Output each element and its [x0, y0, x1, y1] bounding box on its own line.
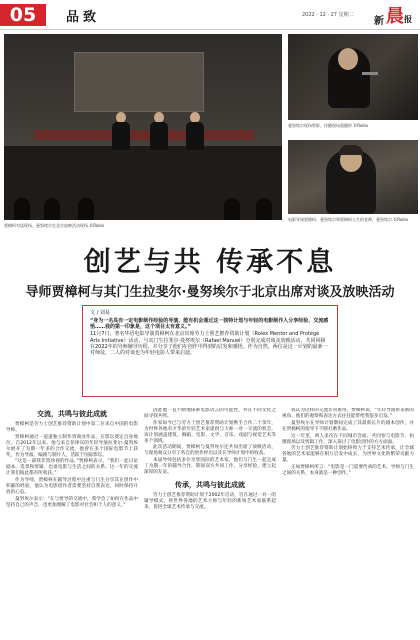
lead-quote: “身为一名具有一定电影制作经验的导演，能有机会通过这一独特计划与年轻的电影制作人分享经验、交流感悟……我的第一印象是，这个项目太有意义。”: [90, 318, 329, 331]
speaker-chair: [112, 122, 130, 150]
body-paragraph: 正如贾樟柯所言：“电影是一门需要传承的艺术，导师与门生之间的关系，本身就是一种创作。”: [282, 465, 414, 477]
body-paragraph: 贾樟柯通过一道道独立制作到商业作品，在影坛奠定自身地位。自2012年以来，他与来自菲律宾的年轻导演拉斐尔·曼努埃尔展开了为期一年多的合作交流，他曾在多个国际电影节上获奖，作为导演、编剧与制片人，活跃于国际影坛。: [6, 434, 138, 458]
portrait-hair: [339, 145, 363, 155]
photo-caption-portrait: 电影导演贾樟柯，曼努埃尔和贾樟柯人生的老师，曼努埃尔 ©Rolex: [288, 217, 409, 222]
lead-paragraph: 11月7日，著名华语电影导演贾樟柯在北京出席劳力士创艺推荐资助计划（Rolex Mentor and Protégé Arts Initiative）活动，与其门生拉斐尔·曼努埃尔（Rafael Manuel）分别完成对谈及放映活动，共同回顾在2022年的导师辅导历程，并分享了他们在创作中得到的启发和感悟。作为自然，两位是这一计划的最新一对师徒，二人的对谈也为年轻电影人带来启迪。: [90, 331, 328, 357]
audience-silhouette: [224, 198, 240, 220]
masthead: [0, 0, 420, 30]
article-headline: 创艺与共 传承不息: [83, 247, 337, 278]
logo-char-morning: 晨: [386, 6, 404, 27]
photo-caption-main: 贾樟柯对谈现场、曼努埃尔在北京放映活动现场 ©Rolex: [4, 223, 105, 228]
audience-silhouette: [78, 198, 94, 220]
stage-banner: [34, 130, 254, 140]
section-heading: 交流，共鸣与彼此成就: [37, 410, 107, 418]
body-paragraph: 我认为这样的交流非常难得，贾樟柯说，“年轻导演带来新的视角，他们的观察和表达方式往往能带给我很多启发。”: [282, 408, 414, 419]
event-photo-portrait: [288, 140, 418, 214]
section-title: 品致: [66, 10, 101, 25]
page-number: 05: [0, 4, 46, 26]
section-heading: 传承，共鸣与彼此成就: [175, 480, 245, 489]
projection-screen: [74, 52, 204, 112]
speaker-chair: [150, 122, 168, 150]
audience-silhouette: [14, 198, 30, 220]
article-column-3: [282, 408, 414, 634]
issue-date: 2022 · 12 · 27 星期二: [302, 12, 354, 18]
body-paragraph: 这一年里，两人多次在不同城市会面，共同参与电影节、拍摄现场以及剪辑工作，深入探讨了电影创作的方方面面。: [282, 433, 414, 445]
audience-silhouette: [44, 198, 60, 220]
body-paragraph: 曼努埃尔表示：“在与贾导的交流中，我学会了如何在作品中坚持自己的声音，也更加理解了电影对社会和个人的意义。”: [6, 496, 138, 508]
article-column-2: [144, 408, 276, 634]
event-photo-speaker: [288, 34, 418, 120]
audience-silhouette: [256, 198, 272, 220]
logo-char-new: 新: [374, 16, 384, 27]
newspaper-logo: [374, 2, 418, 28]
body-paragraph: 劳力士创艺推荐资助计划于2002年启动，旨在通过一对一的辅导模式，将世界各地的艺术大师与年轻的新锐艺术家联系起来，促进全球艺术传承与交流。: [144, 492, 276, 510]
body-paragraph: 此次活动期间，贾樟柯与曼努埃尔还共同出席了放映活动，与现场观众分享了各自的创作经历以及在导师计划中的收获。: [144, 445, 276, 457]
body-paragraph: 曼努埃尔在导师计划期间完成了其最新长片的剧本创作，并在贾樟柯的指导下不断打磨作品。: [282, 420, 414, 432]
article-subheadline: 导师贾樟柯与其门生拉斐尔·曼努埃尔于北京出席对谈及放映活动: [25, 285, 395, 300]
body-paragraph: “这是一部我非常珍视的作品，”贾樟柯表示，“我们一起讨论剧本、选景和剪辑，也谈电影与生活之间的关系。这一年的交流让我们彼此都有所收获。”: [6, 459, 138, 477]
body-paragraph: 作为导师，贾樟柯在辅导过程中注重与门生分享其在创作中积累的经验。他认为电影创作者需要坚持自我表达，同时保持开放的心态。: [6, 478, 138, 495]
event-photo-main: [4, 34, 282, 220]
speaker-face: [338, 48, 358, 70]
microphone: [362, 72, 378, 75]
body-paragraph: 因此他一直不断地探索电影语言的可能性，并在不同文化之间寻找共鸣。: [144, 408, 276, 419]
body-paragraph: 本届导师包括多位享誉国际的艺术家，他们与门生一起完成了为期一年的辅导合作，期间双方共同工作、分享经验，建立起深厚的友谊。: [144, 458, 276, 476]
logo-char-news: 报: [404, 14, 412, 24]
body-paragraph: 劳力士创艺推荐资助计划始终致力于支持艺术传承，让全球各地的艺术家能够在相互启发中成长，为世界文化的繁荣贡献力量。: [282, 446, 414, 464]
photo-caption-speaker: 曼努埃尔现场剪影，伴随现场重播时 ©Rolex: [288, 123, 369, 128]
article-column-1: [6, 408, 138, 634]
lead-box: [82, 305, 338, 397]
body-paragraph: 贾樟柯是劳力士创艺推荐资助计划中第二位来自中国的电影导师。: [6, 422, 138, 433]
speaker-chair: [186, 122, 204, 150]
body-paragraph: 作家如今已与劳力士创艺推荐资助计划携手合作二十余年，为世界各地有才华的年轻艺术家提供与大师一对一交流的机会。该计划涵盖建筑、舞蹈、电影、文学、音乐、戏剧与视觉艺术等多个领域。: [144, 420, 276, 444]
byline: 文 / 刘易: [90, 310, 110, 316]
